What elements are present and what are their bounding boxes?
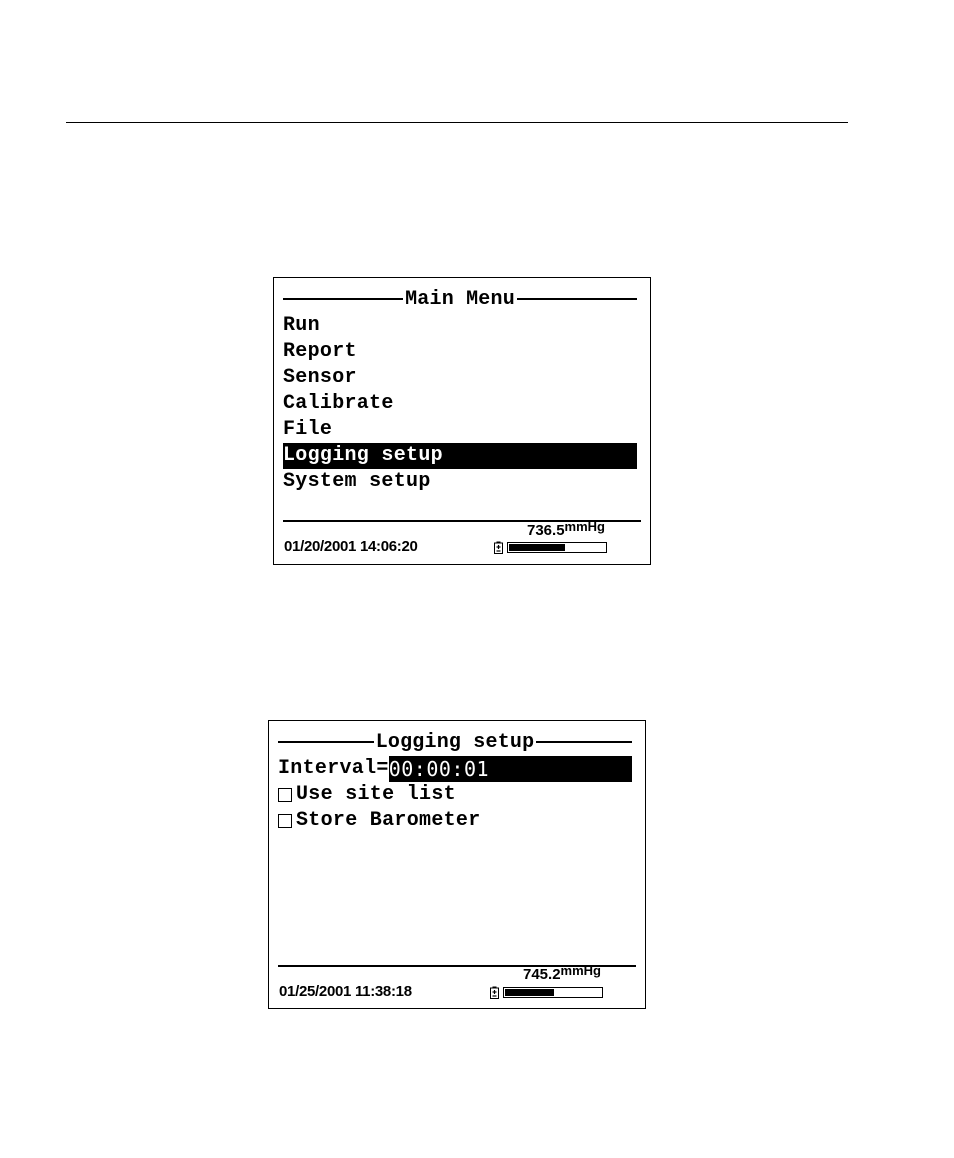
barometer-value: 736.5 [527,522,565,539]
option-label: Store Barometer [296,809,481,832]
title-rule-right [536,741,632,743]
menu-item-file[interactable]: File [283,418,333,441]
page-header-rule [66,122,848,123]
option-label: Use site list [296,783,456,806]
menu-item-run[interactable]: Run [283,314,320,337]
menu-item-calibrate[interactable]: Calibrate [283,392,394,415]
screen-title: Logging setup [375,730,535,754]
menu-item-logging-setup[interactable]: Logging setup [283,443,637,469]
interval-label: Interval= [278,757,389,780]
interval-field-row[interactable] [278,756,632,782]
battery-icon [494,541,503,554]
battery-icon [490,986,499,999]
checkbox-icon[interactable] [278,814,292,828]
menu-item-sensor[interactable]: Sensor [283,366,357,389]
interval-value[interactable]: 00:00:01 [389,756,632,782]
battery-level-fill [509,544,565,551]
screen-title-bar [278,731,632,753]
battery-level-bar [503,987,603,998]
menu-item-system-setup[interactable]: System setup [283,470,431,493]
main-menu-screen [273,277,651,565]
status-datetime: 01/25/2001 11:38:18 [279,983,412,1000]
barometer-readout [523,963,601,984]
title-rule-left [283,298,403,300]
barometer-readout [527,519,605,540]
title-rule-right [517,298,637,300]
menu-item-report[interactable]: Report [283,340,357,363]
screen-title-bar [283,288,637,310]
battery-level-bar [507,542,607,553]
option-store-barometer[interactable] [278,808,632,834]
status-datetime: 01/20/2001 14:06:20 [284,538,418,555]
checkbox-icon[interactable] [278,788,292,802]
title-rule-left [278,741,374,743]
barometer-value: 745.2 [523,966,561,983]
screen-title: Main Menu [405,287,515,311]
battery-level-fill [505,989,554,996]
barometer-unit: mmHg [564,519,605,534]
logging-setup-screen [268,720,646,1009]
main-menu-list [283,313,637,495]
barometer-unit: mmHg [560,963,601,978]
option-use-site-list[interactable] [278,782,632,808]
